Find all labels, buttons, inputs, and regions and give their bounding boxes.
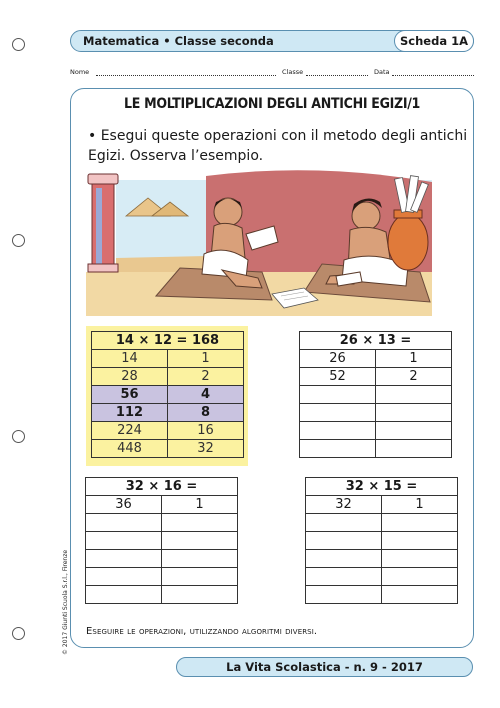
table-cell: 8	[168, 404, 244, 422]
table-cell[interactable]	[382, 532, 458, 550]
class-label: Classe	[282, 68, 304, 76]
subject-label: Matematica • Classe seconda	[83, 34, 274, 48]
page-title: LE MOLTIPLICAZIONI DEGLI ANTICHI EGIZI/1	[123, 96, 420, 112]
table-cell[interactable]	[306, 514, 382, 532]
table-row	[300, 386, 452, 404]
table-row	[92, 368, 244, 386]
table-cell: 32	[168, 440, 244, 458]
table-cell: 448	[92, 440, 168, 458]
sheet-label: Scheda 1A	[394, 30, 474, 52]
table-cell: 112	[92, 404, 168, 422]
table-row	[86, 550, 238, 568]
two-egyptian-scribes-illustration	[86, 168, 432, 316]
table-cell[interactable]	[306, 568, 382, 586]
table-row-highlighted	[92, 386, 244, 404]
table-cell[interactable]	[162, 514, 238, 532]
table-cell[interactable]	[306, 532, 382, 550]
student-fields	[70, 66, 474, 80]
table-cell[interactable]	[300, 386, 376, 404]
table-row	[86, 514, 238, 532]
table-cell: 4	[168, 386, 244, 404]
table-cell[interactable]	[162, 586, 238, 604]
table-cell[interactable]	[376, 386, 452, 404]
class-field[interactable]	[306, 75, 368, 76]
table-row	[306, 496, 458, 514]
table-row	[306, 514, 458, 532]
date-label: Data	[374, 68, 390, 76]
table-cell[interactable]	[300, 440, 376, 458]
table-cell[interactable]	[162, 550, 238, 568]
exercise-table-2	[85, 477, 238, 604]
table-cell: 2	[168, 368, 244, 386]
date-field[interactable]	[392, 75, 474, 76]
binder-hole	[12, 234, 25, 247]
binder-hole	[12, 38, 25, 51]
table-row	[306, 586, 458, 604]
table-cell[interactable]	[306, 586, 382, 604]
table-cell[interactable]	[300, 404, 376, 422]
table-cell[interactable]: 52	[300, 368, 376, 386]
table-cell[interactable]: 1	[162, 496, 238, 514]
name-label: Nome	[70, 68, 90, 76]
footer-bar: La Vita Scolastica - n. 9 - 2017	[176, 657, 473, 677]
table-row	[86, 532, 238, 550]
table-cell[interactable]: 32	[306, 496, 382, 514]
table-cell[interactable]	[382, 514, 458, 532]
table-row	[92, 350, 244, 368]
table-cell: 56	[92, 386, 168, 404]
exercise-table-3	[305, 477, 458, 604]
table-row	[86, 568, 238, 586]
table-cell[interactable]	[376, 404, 452, 422]
table-row	[92, 422, 244, 440]
table-cell[interactable]	[376, 422, 452, 440]
table-cell[interactable]	[162, 568, 238, 586]
table-row	[300, 368, 452, 386]
table-cell[interactable]: 1	[382, 496, 458, 514]
table-cell[interactable]	[382, 586, 458, 604]
table-cell: 16	[168, 422, 244, 440]
table-cell[interactable]	[162, 532, 238, 550]
table-cell[interactable]	[382, 568, 458, 586]
copyright-notice: © 2017 Giunti Scuola S.r.l., Firenze	[62, 549, 69, 655]
table-row	[306, 568, 458, 586]
example-table	[91, 331, 244, 458]
table-cell: 224	[92, 422, 168, 440]
table-cell[interactable]	[306, 550, 382, 568]
binder-hole	[12, 430, 25, 443]
table-cell[interactable]	[86, 532, 162, 550]
table-row	[300, 404, 452, 422]
table-row	[86, 586, 238, 604]
exercise-header: 26 × 13 =	[300, 332, 452, 350]
example-header: 14 × 12 = 168	[92, 332, 244, 350]
name-field[interactable]	[96, 75, 276, 76]
table-row	[86, 496, 238, 514]
header-bar	[70, 30, 474, 52]
table-cell[interactable]	[86, 550, 162, 568]
table-cell[interactable]: 2	[376, 368, 452, 386]
table-row	[92, 440, 244, 458]
instruction-text: • Esegui queste operazioni con il metodo degli antichi Egizi. Osserva l’esempio.	[88, 128, 468, 164]
table-cell: 14	[92, 350, 168, 368]
exercise-header: 32 × 15 =	[306, 478, 458, 496]
table-row	[306, 532, 458, 550]
table-cell: 28	[92, 368, 168, 386]
table-row-highlighted	[92, 404, 244, 422]
table-row	[300, 350, 452, 368]
table-cell: 1	[168, 350, 244, 368]
table-cell[interactable]: 36	[86, 496, 162, 514]
table-row	[306, 550, 458, 568]
table-cell[interactable]	[376, 440, 452, 458]
table-row	[300, 440, 452, 458]
table-row	[300, 422, 452, 440]
table-cell[interactable]	[300, 422, 376, 440]
exercise-table-1	[299, 331, 452, 458]
table-cell[interactable]: 26	[300, 350, 376, 368]
table-cell[interactable]	[86, 514, 162, 532]
table-cell[interactable]	[86, 586, 162, 604]
binder-hole	[12, 627, 25, 640]
table-cell[interactable]	[86, 568, 162, 586]
table-cell[interactable]	[382, 550, 458, 568]
exercise-header: 32 × 16 =	[86, 478, 238, 496]
table-cell[interactable]: 1	[376, 350, 452, 368]
bottom-instruction: Eseguire le operazioni, utilizzando algoritmi diversi.	[86, 626, 318, 637]
